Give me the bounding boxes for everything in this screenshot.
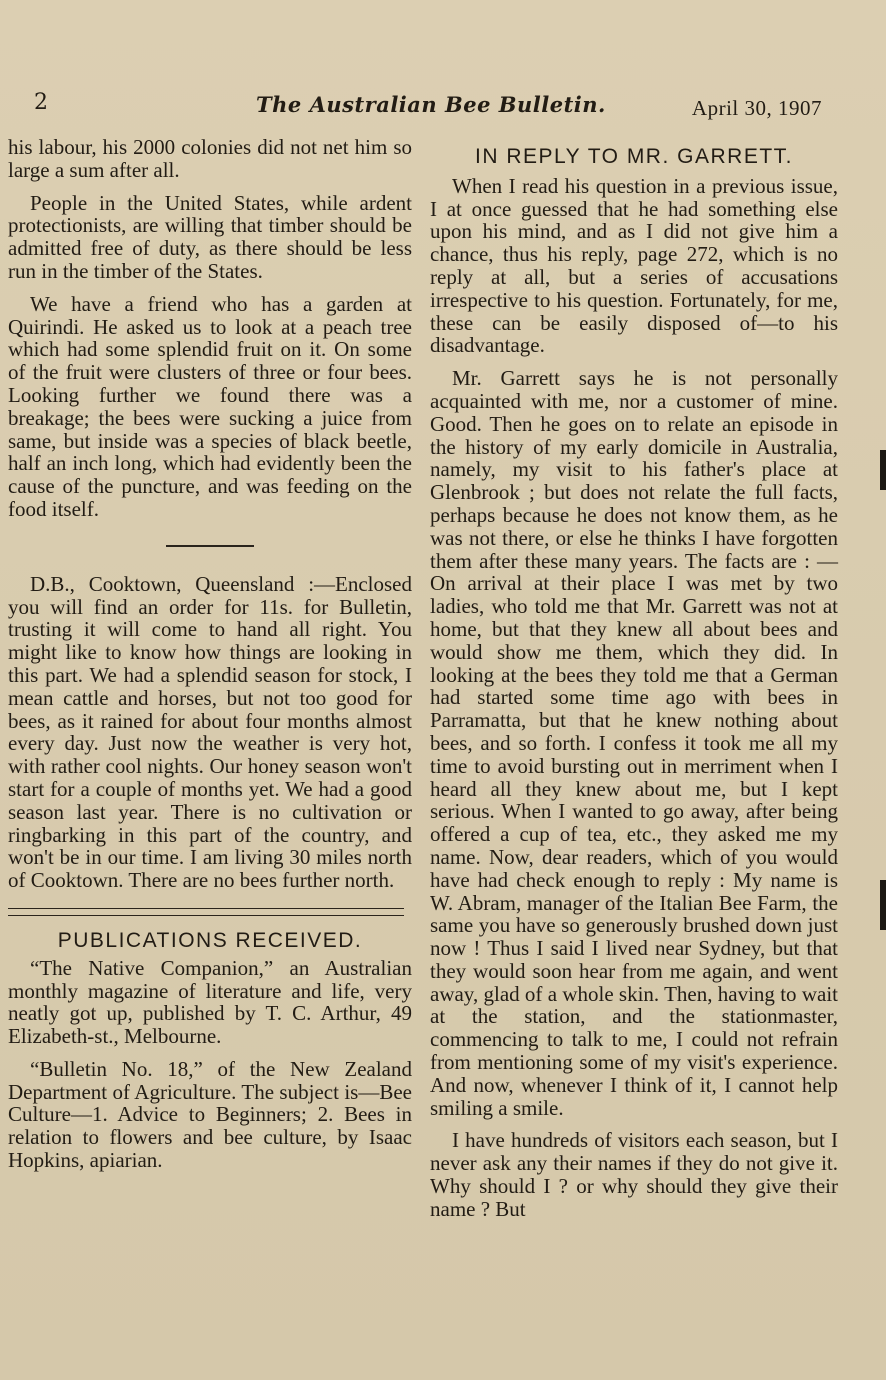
page-number: 2	[34, 90, 48, 115]
page-edge-mark	[880, 450, 886, 490]
section-divider	[166, 545, 254, 547]
paragraph-visitors: I have hundreds of visitors each season, but I never ask any their names if they do not give it. Why should I ? or why should they give their name ? But	[430, 1128, 838, 1221]
left-column	[8, 136, 412, 1182]
paragraph-quirindi: We have a friend who has a garden at Quirindi. He asked us to look at a peach tree which had some splendid fruit on it. On some of the fruit were clusters of three or four bees. Looking further we found there was a breakage; the bees were sucking a juice from same, but inside was a species of black beetle, half an inch long, which had evidently been the cause of the puncture, and was feeding on the food itself.	[8, 291, 412, 521]
paragraph-garrett-episode: Mr. Garrett says he is not personally acquainted with me, nor a customer of mine. Good. Then he goes on to relate an episode in the history of my early domicile in Australia, namely, my visit to his father's place at Glenbrook ; but does not relate the full facts, perhaps because he does not know them, as he was not there, or else he thinks I have forgotten them after these many years. The facts are : —On arrival at their place I was met by two ladies, who told me that Mr. Garrett was not at home, but that they knew all about bees and would show me them, which they did. In looking at the bees they told me that a German had started some time ago with bees in Parramatta, but that he knew nothing about bees, and so forth. I confess it took me all my time to avoid bursting out in merriment when I heard all they knew about me, but I kept serious. When I wanted to go away, after being offered a cup of tea, etc., they asked me my name. Now, dear readers, which of you would have had check enough to reply : My name is W. Abram, manager of the Italian Bee Farm, the same you have so generously brushed down just now ! Thus I said I lived near Sydney, but that they would soon hear from me again, and went away, glad of a whole skin. Then, having to wait at the station, and the stationmaster, commencing to talk to me, I could not refrain from mentioning some of my visit's experience. And now, whenever I think of it, I cannot help smiling a smile.	[430, 366, 838, 1120]
journal-title: The Australian Bee Bulletin.	[256, 92, 606, 117]
page-edge-mark	[880, 880, 886, 930]
paragraph-continuation: his labour, his 2000 colonies did not net him so large a sum after all.	[8, 135, 412, 182]
article-heading: IN REPLY TO MR. GARRETT.	[474, 145, 793, 168]
publications-heading: PUBLICATIONS RECEIVED.	[57, 928, 363, 952]
double-rule-divider	[8, 908, 404, 916]
issue-date: April 30, 1907	[691, 96, 822, 120]
paragraph-question: When I read his question in a previous issue, I at once guessed that he had something else upon his mind, and as I did not give him a chance, thus his reply, page 272, which is no reply at all, but a series of accusations irrespective to his question. Fortunately, for me, these can be easily disposed of—to his disadvantage.	[430, 173, 838, 358]
publication-native-companion: “The Native Companion,” an Australian monthly magazine of literature and life, very neatly got up, published by T. C. Arthur, 49 Elizabeth-st., Melbourne.	[8, 955, 412, 1049]
paragraph-timber: People in the United States, while ardent protectionists, are willing that timber should be admitted free of duty, as there should be less run in the timber of the States.	[8, 190, 412, 283]
page-header	[30, 90, 830, 126]
publication-bulletin-18: “Bulletin No. 18,” of the New Zealand Department of Agriculture. The subject is—Bee Culture—1. Advice to Beginners; 2. Bees in relation to flowers and bee culture, by Isaac Hopkins, apiarian.	[8, 1056, 412, 1173]
paragraph-cooktown-letter: D.B., Cooktown, Queensland :—Enclosed you will find an order for 11s. for Bulletin, trusting it will come to hand all right. You might like to know how things are looking in this part. We had a splendid season for stock, I mean cattle and horses, but not too good for bees, as it rained for about four months almost every day. Just now the weather is very hot, with rather cool nights. Our honey season won't start for a couple of months yet. We had a good season last year. There is no cultivation or ringbarking in this part of the country, and won't be in our time. I am living 30 miles north of Cooktown. There are no bees further north.	[8, 571, 412, 893]
right-column	[430, 146, 838, 1231]
